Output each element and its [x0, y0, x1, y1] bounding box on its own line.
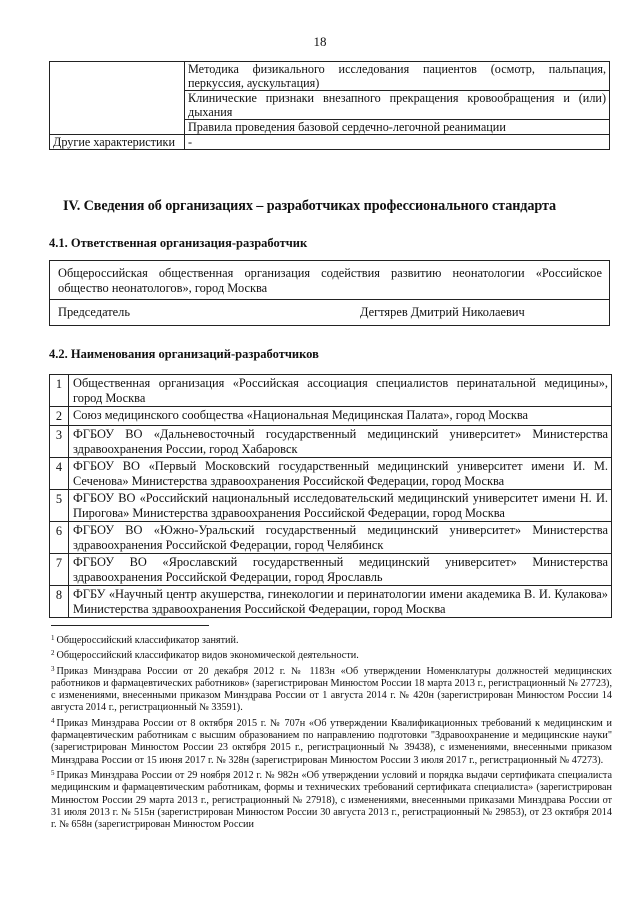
table-row	[50, 586, 612, 618]
subsection-heading-developers: 4.2. Наименования организаций-разработчиков	[49, 347, 319, 361]
developer-organization: ФГБОУ ВО «Южно-Уральский государственный медицинский университет» Министерства здравоохранения Российской Федерации, город Челябинск	[69, 522, 612, 554]
footnote	[51, 632, 612, 647]
row-number: 8	[50, 586, 69, 618]
footnote-text: Приказ Минздрава России от 29 ноября 2012 г. № 982н «Об утверждении условий и порядка выдачи сертификата специалиста медицинским и фармацевтическим работникам, формы и технических требований сертификата специалиста» (зарегистрирован Минюстом России 29 марта 2013 г., регистрационный № 27918), с изменениями, внесенными приказами Минздрава России от 31 июля 2013 г. № 515н (зарегистрирован Минюстом России 30 августа 2013 г., регистрационный № 29853), от 23 октября 2014 г. № 658н (зарегистрирован Минюстом России	[51, 769, 612, 831]
row-number: 1	[50, 375, 69, 407]
table-row	[50, 458, 612, 490]
table-text-cell: Клинические признаки внезапного прекращения кровообращения и (или) дыхания	[185, 91, 610, 120]
table-row	[50, 490, 612, 522]
subsection-heading-responsible: 4.1. Ответственная организация-разработчик	[49, 236, 308, 250]
page-number: 18	[313, 34, 327, 49]
footnote-mark: 2	[51, 649, 55, 658]
developer-organization: ФГБОУ ВО «Дальневосточный государственный медицинский университет» Министерства здравоохранения России, город Хабаровск	[69, 426, 612, 458]
footnote-mark: 5	[51, 768, 55, 777]
row-number: 7	[50, 554, 69, 586]
table-row	[50, 135, 610, 150]
footnote	[51, 767, 612, 831]
row-number: 6	[50, 522, 69, 554]
responsible-organization-box	[49, 260, 610, 326]
footnote-text: Приказ Минздрава России от 20 декабря 2012 г. № 1183н «Об утверждении Номенклатуры должностей медицинских работников и фармацевтических работников» (зарегистрирован Минюстом России 18 марта 2013 г., регистрационный № 27723), с изменениями, внесенными приказом Минздрава России от 1 августа 2014 г. № 420н (зарегистрирован Минюстом России 14 августа 2014 г., регистрационный № 33591).	[51, 665, 612, 714]
table-label-cell: Другие характеристики	[50, 135, 185, 150]
row-number: 4	[50, 458, 69, 490]
footnote	[51, 663, 612, 715]
row-number: 2	[50, 407, 69, 426]
developer-organization: ФГБОУ ВО «Первый Московский государственный медицинский университет имени И. М. Сеченова» Министерства здравоохранения Российской Федерации, город Москва	[69, 458, 612, 490]
footnote-mark: 3	[51, 664, 55, 673]
developer-organization: ФГБУ «Научный центр акушерства, гинекологии и перинатологии имени академика В. И. Кулакова» Министерства здравоохранения Российской Федерации, город Москва	[69, 586, 612, 618]
table-text-cell: -	[185, 135, 610, 150]
footnote-separator	[51, 625, 209, 626]
footnote-text: Общероссийский классификатор занятий.	[56, 635, 239, 646]
table-row	[50, 554, 612, 586]
table-row	[50, 407, 612, 426]
responsible-position: Председатель	[58, 305, 131, 319]
responsible-person-name: Дегтярев Дмитрий Николаевич	[360, 305, 525, 319]
footnote	[51, 715, 612, 767]
responsible-organization-name: Общероссийская общественная организация содействия развитию неонатологии «Российское общество неонатологов», город Москва	[58, 266, 602, 295]
table-row	[50, 62, 610, 91]
footnote-text: Общероссийский классификатор видов экономической деятельности.	[56, 650, 359, 662]
table-label-cell	[50, 62, 185, 135]
row-number: 3	[50, 426, 69, 458]
divider	[50, 299, 609, 300]
developer-organization: ФГБОУ ВО «Ярославский государственный медицинский университет» Министерства здравоохранения Российской Федерации, город Ярославль	[69, 554, 612, 586]
table-text-cell: Правила проведения базовой сердечно-легочной реанимации	[185, 120, 610, 135]
row-number: 5	[50, 490, 69, 522]
requirements-table-continuation	[49, 61, 610, 150]
footnote-mark: 1	[51, 634, 55, 642]
footnote-text: Приказ Минздрава России от 8 октября 2015 г. № 707н «Об утверждении Квалификационных требований к медицинским и фармацевтическим работникам с высшим образованием по направлению подготовки "Здравоохранение и медицинские науки" (зарегистрирован Минюстом России 23 октября 2015 г., регистрационный № 39438), с изменениями, внесенными приказом Минздрава России от 15 июня 2017 г. № 328н (зарегистрирован Минюстом России 3 июля 2017 г., регистрационный № 47273).	[51, 717, 612, 766]
table-text-cell: Методика физикального исследования пациентов (осмотр, пальпация, перкуссия, аускультация)	[185, 62, 610, 91]
footnotes	[51, 632, 612, 831]
developer-organization: Союз медицинского сообщества «Национальная Медицинская Палата», город Москва	[69, 407, 612, 426]
table-row	[50, 375, 612, 407]
section-heading: IV. Сведения об организациях – разработчиках профессионального стандарта	[63, 198, 556, 214]
table-row	[50, 426, 612, 458]
developer-organization: ФГБОУ ВО «Российский национальный исследовательский медицинский университет имени Н. И. Пирогова» Министерства здравоохранения Российской Федерации, город Москва	[69, 490, 612, 522]
footnote-mark: 4	[51, 716, 55, 725]
developer-organization: Общественная организация «Российская ассоциация специалистов перинатальной медицины», город Москва	[69, 375, 612, 407]
table-row	[50, 522, 612, 554]
footnote	[51, 647, 612, 662]
developers-table	[49, 374, 612, 618]
